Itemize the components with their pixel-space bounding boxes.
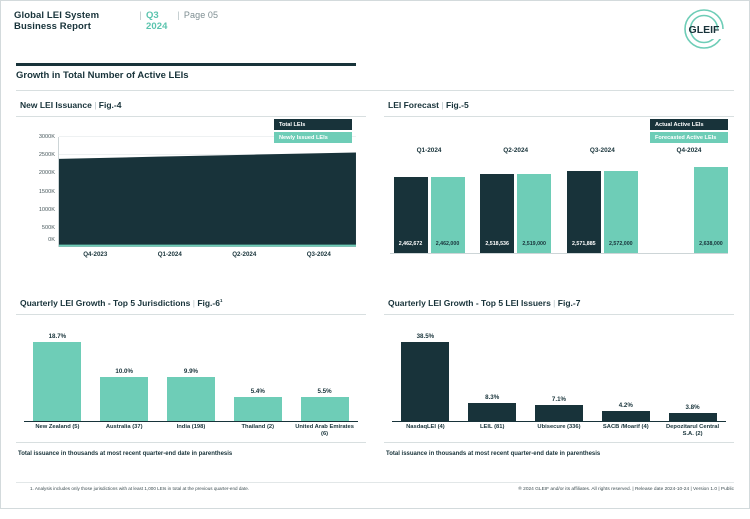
panel-rule-fig4 [16, 116, 366, 117]
fig5-bar-value-q1-actual: 2,462,672 [398, 241, 423, 247]
panel-sep-fig4: | [94, 100, 97, 110]
chart-fig7 [384, 319, 734, 459]
panel-sep-fig6: | [192, 298, 195, 308]
fig7-bar-3[interactable] [602, 411, 650, 421]
chart-fig6 [16, 319, 366, 459]
panel-new-lei-issuance [16, 96, 366, 276]
title-separator-1: | [139, 10, 142, 21]
report-title: Global LEI System Business Report [14, 10, 100, 32]
legend-item-actual-active-leis[interactable]: Actual Active LEIs [650, 119, 728, 130]
fig5-bar-value-q3-actual: 2,571,885 [572, 241, 596, 247]
fig7-baseline [392, 421, 726, 422]
legend-item-total-leis[interactable]: Total LEIs [274, 119, 352, 130]
fig4-xtick-3: Q3-2024 [306, 251, 331, 258]
panel-header-fig5 [384, 96, 734, 116]
fig6-note: Total issuance in thousands at most recent quarter-end date in parenthesis [18, 451, 233, 457]
fig6-value-4: 5.5% [317, 387, 332, 395]
fig7-bars [392, 333, 726, 421]
fig6-bar-3[interactable] [234, 397, 282, 421]
fig5-group-label-q3: Q3-2024 [589, 147, 615, 154]
panel-title-fig7: Quarterly LEI Growth - Top 5 LEI Issuers [388, 298, 551, 308]
panel-rule-fig6 [16, 314, 366, 315]
fig7-value-3: 4.2% [618, 402, 633, 410]
fig7-xtick-4: Depozitarul Central S.A. (2) [666, 424, 720, 438]
svg-text:GLEIF: GLEIF [688, 24, 720, 36]
fig5-bar-q1-actual[interactable] [394, 177, 428, 253]
fig4-xtick-0: Q4-2023 [83, 251, 108, 258]
fig5-group-q2 [477, 147, 555, 253]
fig6-bar-2[interactable] [167, 377, 215, 421]
fig7-bar-1[interactable] [468, 403, 516, 421]
fig4-ytick-1: 500K [41, 224, 55, 231]
fig7-xtick-2: Ubisecure (336) [537, 424, 581, 430]
panel-fig-label-fig7: Fig.-7 [557, 298, 581, 308]
panel-rule-fig5 [384, 116, 734, 117]
fig7-value-1: 8.3% [485, 393, 500, 401]
fig5-bar-q2-forecast[interactable] [517, 174, 551, 253]
legend-fig5 [650, 119, 728, 143]
fig4-xtick-2: Q2-2024 [232, 251, 257, 258]
fig5-group-label-q2: Q2-2024 [503, 147, 529, 154]
fig6-value-1: 10.0% [115, 368, 133, 375]
fig6-bar-1[interactable] [100, 377, 148, 421]
fig5-group-q3 [563, 147, 641, 253]
report-quarter: Q3 2024 [145, 10, 168, 32]
fig7-note: Total issuance in thousands at most recent quarter-end date in parenthesis [386, 451, 601, 457]
chart-fig5 [384, 121, 734, 276]
fig7-xtick-1: LEIL (81) [480, 424, 505, 430]
fig6-col-2 [161, 333, 221, 421]
fig5-baseline [390, 253, 728, 254]
fig6-value-2: 9.9% [183, 368, 199, 376]
fig5-bar-groups [390, 147, 728, 253]
fig7-value-2: 7.1% [551, 396, 567, 404]
legend-item-newly-issued-leis[interactable]: Newly Issued LEIs [274, 132, 352, 143]
panel-top5-jurisdictions [16, 294, 366, 459]
fig6-value-0: 18.7% [48, 333, 67, 340]
footer-copyright: ® 2024 GLEIF and/or its affiliates. All rights reserved. | Release date 2024-10-24 | Version 1.0 | Public [518, 487, 734, 492]
fig7-bar-2[interactable] [535, 405, 583, 421]
panel-grid [16, 96, 734, 459]
fig6-xtick-0: New Zealand (5) [35, 424, 80, 430]
fig6-col-4 [295, 333, 355, 421]
title-separator-2: | [177, 10, 180, 21]
fig6-note-rule [16, 442, 366, 443]
fig4-xtick-labels [58, 251, 356, 258]
panel-sep-fig7: | [553, 298, 556, 308]
fig6-value-3: 5.4% [250, 388, 265, 396]
fig4-area-series [59, 137, 356, 247]
panel-top5-lei-issuers [384, 294, 734, 459]
fig5-bar-value-q1-forecast: 2,462,000 [435, 241, 460, 247]
fig7-bar-0[interactable] [401, 342, 449, 421]
panel-fig-label-fig5: Fig.-5 [446, 100, 469, 110]
fig7-value-0: 38.5% [416, 333, 435, 340]
fig4-ytick-3: 1500K [38, 188, 55, 195]
panel-header-fig4 [16, 96, 366, 116]
fig5-group-q4 [650, 147, 728, 253]
fig5-bar-q2-actual[interactable] [480, 174, 514, 253]
page-footnote: 1. Analysis includes only those jurisdictions with at least 1,000 LEIs in total at the previous quarter-end date. [30, 486, 250, 491]
fig7-col-0 [395, 333, 455, 421]
fig5-bar-q1-forecast[interactable] [431, 177, 465, 253]
fig5-bar-q3-actual[interactable] [567, 171, 601, 253]
panel-lei-forecast [384, 96, 734, 276]
footer-rule [16, 482, 734, 483]
panel-fig6-footnote-marker: 1 [219, 298, 223, 304]
fig7-xtick-3: SACB /Moarif (4) [602, 424, 649, 430]
fig7-col-3 [596, 333, 656, 421]
fig6-xtick-2: India (198) [176, 424, 206, 430]
fig6-xtick-1: Australia (37) [105, 424, 143, 430]
fig5-group-label-q4: Q4-2024 [676, 147, 702, 154]
page-number: Page 05 [183, 10, 219, 20]
fig4-ytick-4: 2000K [38, 170, 55, 177]
panel-title-fig4: New LEI Issuance [20, 100, 92, 110]
panel-title-fig5: LEI Forecast [388, 100, 440, 110]
fig7-value-4: 3.8% [685, 403, 700, 411]
section-rule-thin [16, 90, 734, 91]
fig5-bar-value-q4-forecast: 2,638,000 [699, 241, 723, 247]
fig5-group-label-q1: Q1-2024 [416, 147, 442, 154]
fig7-note-rule [384, 442, 734, 443]
fig5-bar-q3-forecast[interactable] [604, 171, 638, 253]
fig4-ytick-0: 0K [48, 237, 55, 243]
fig7-bar-4[interactable] [669, 413, 717, 421]
legend-fig4 [274, 119, 352, 143]
fig6-xtick-labels [24, 424, 358, 438]
fig6-col-3 [228, 333, 288, 421]
fig5-bar-value-q2-actual: 2,518,536 [485, 241, 509, 247]
fig7-col-1 [462, 333, 522, 421]
fig4-ytick-5: 2500K [38, 152, 55, 159]
fig5-group-q1 [390, 147, 468, 253]
fig7-col-4 [663, 333, 723, 421]
fig4-xtick-1: Q1-2024 [157, 251, 182, 258]
panel-title-fig6: Quarterly LEI Growth - Top 5 Jurisdictions [20, 298, 191, 308]
chart-fig4-plot [38, 134, 356, 247]
fig4-ytick-6: 3000K [38, 134, 55, 140]
legend-item-forecasted-active-leis[interactable]: Forecasted Active LEIs [650, 132, 728, 143]
fig4-ytick-2: 1000K [38, 206, 55, 213]
fig5-bar-value-q3-forecast: 2,572,000 [609, 241, 633, 247]
fig6-xtick-4: United Arab Emirates (6) [295, 424, 354, 438]
panel-rule-fig7 [384, 314, 734, 315]
section-title: Growth in Total Number of Active LEIs [16, 70, 189, 81]
panel-header-fig6 [16, 294, 366, 314]
panel-fig-label-fig6: Fig.-6 [197, 298, 220, 308]
panel-row-top [16, 96, 734, 276]
fig6-bar-4[interactable] [301, 397, 349, 421]
fig6-xtick-3: Thailand (2) [241, 424, 275, 430]
fig7-xtick-labels [392, 424, 726, 438]
panel-fig-label-fig4: Fig.-4 [98, 100, 122, 110]
gleif-logo [674, 8, 734, 50]
section-rule-thick [16, 63, 356, 66]
page-header [0, 0, 750, 52]
panel-header-fig7 [384, 294, 734, 314]
fig5-bar-value-q2-forecast: 2,519,000 [522, 241, 546, 247]
panel-sep-fig5: | [441, 100, 444, 110]
fig5-bar-q4-forecast[interactable] [694, 167, 728, 253]
chart-fig4 [16, 121, 366, 276]
fig6-bar-0[interactable] [33, 342, 81, 421]
panel-row-bottom [16, 294, 734, 459]
fig7-xtick-0: NasdaqLEI (4) [406, 424, 445, 430]
fig6-bars [24, 333, 358, 421]
fig6-col-1 [94, 333, 154, 421]
fig6-col-0 [27, 333, 87, 421]
fig6-baseline [24, 421, 358, 422]
fig7-col-2 [529, 333, 589, 421]
